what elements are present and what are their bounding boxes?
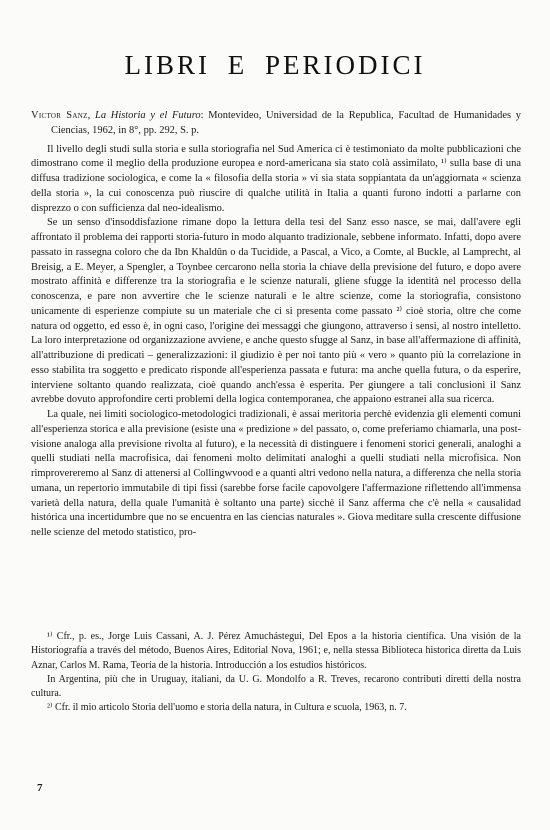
bibliographic-citation: Victor Sanz, La Historia y el Futuro: Montevideo, Universidad de la Republica, Facultad de Humanidades y Ciencias, 1962, in 8°, pp. 292, S. p.	[31, 110, 522, 136]
section-heading: LIBRI E PERIODICI	[124, 50, 426, 80]
footnote-1-text: Cfr., p. es., Jorge Luis Cassani, A. J. Pérez Amuchástegui, Del Epos a la historia científica. Una visión de la Historiografía a través del método, Buenos Aires, Editorial Nova, 1961; e, nella stessa Biblioteca historica diretta da Luis Aznar, Carlos M. Rama, Teoría de la historia. Introducción a los estudios históricos.	[31, 631, 521, 671]
footnote-2	[31, 701, 521, 715]
paragraph-2: Se un senso d'insoddisfazione rimane dopo la lettura della tesi del Sanz esso nasce, se mai, dall'avere egli affrontato il problema dei rapporti storia-futuro in modo alquanto tradizionale, sebbene informato. Infatti, dopo avere passato in rassegna coloro che da Ibn Khaldûn o da Tucidide, a Pascal, a Vico, a Comte, al Buckle, al Lamprecht, al Breisig, a E. Meyer, a Spengler, a Toynbee cercarono nella storia la chiave della previsione del futuro, e dopo avere mostrato affinità e differenze tra la storiografia e le scienze naturali, gliene sfugge la identità nel processo della conoscenza, e pare non avvertire che le scienze naturali e le altre scienze, come la storiografia, consistono unicamente di esperienze compiute su un materiale che ci si presenta come passato ²⁾ cioè storia, oltre che come natura od oggetto, ed esso è, in ogni caso, l'origine dei messaggi che giungono, attraverso i sensi, al nostro intelletto. La loro interpretazione od organizzazione avviene, e anche questo sfugge al Sanz, in base all'affermazione di affinità, all'attribuzione di predicati – generalizzazioni: il giudizio è per noi tanto più « vero » quanto più la correlazione in esso stabilita tra soggetto e predicato risponde all'esperienza passata e futura: ma anche quella futura, o da esperire, interviene soltanto quando realizzata, cioè quando anch'essa è esperita. Per giungere a tali conclusioni il Sanz avrebbe dovuto approfondire certi problemi della logica contemporanea, che appaiono estranei alla sua ricerca.	[31, 217, 521, 406]
reviewed-book-title: La Historia y el Futuro	[95, 110, 201, 121]
paragraph-3: La quale, nei limiti sociologico-metodologici tradizionali, è assai meritoria perchè evidenzia gli elementi comuni all'esperienza storica e alla previsione (esiste una « predizione » del passato, o, come preferiamo chiamarla, una post-visione analoga alla previsione rivolta al futuro), e la necessità di distinguere i fenomeni storici generali, analoghi a quelli studiati nella macrofisica, dai fenomeni molto delimitati analoghi a quelli studiati nella microfisica. Non rimprovereremo al Sanz di attenersi al Collingwvood e a quanti altri vedono nella natura, a differenza che nella storia umana, un repertorio immutabile di tipi fissi (sarebbe forse facile capovolgere l'affermazione riflettendo all'immensa varietà della natura, della quale l'umanità è soltanto una parte) sicchè il Sanz afferma che c'è nella « causalidad histórica una incertidumbre que no se encuentra en las ciencias naturales ». Giova meditare sulla crescente diffusione nelle scienze del metodo statistico, pro-	[31, 409, 521, 538]
footnote-1-continuation: In Argentina, più che in Uruguay, italiani, da U. G. Mondolfo a R. Treves, recarono contributi diretti della nostra cultura.	[31, 673, 521, 700]
footnote-2-marker: ²⁾	[47, 702, 53, 714]
footnote-2-text: Cfr. il mio articolo Storia dell'uomo e storia della natura, in Cultura e scuola, 1963, n. 7.	[52, 702, 407, 714]
reviewed-author: Victor Sanz	[31, 110, 88, 121]
footnotes	[31, 630, 521, 716]
footnote-1	[31, 630, 521, 673]
footnote-1-marker: ¹⁾	[47, 631, 53, 642]
page-number: 7	[37, 782, 43, 794]
review-body	[31, 109, 521, 541]
paragraph-1: Il livello degli studi sulla storia e sulla storiografia nel Sud America ci è testimoniato da molte pubblicazioni che dimostrano come il meglio della produzione europea e nord-americana sia stato colà assimilato, ¹⁾ sulla base di una diffusa tradizione sociologica, e come la « filosofia della storia » vi sia stata soppiantata da un'aggiornata « scienza della storia », la cui conoscenza può riuscire di qualche utilità in Italia a quanti furono indotti a parlarne con disprezzo o con sufficienza dal neo-idealismo.	[31, 143, 521, 214]
publication-details: : Montevideo, Universidad de la Republica, Facultad de Humanidades y Ciencias, 1962, in 8°, pp. 292, S. p.	[51, 110, 522, 136]
